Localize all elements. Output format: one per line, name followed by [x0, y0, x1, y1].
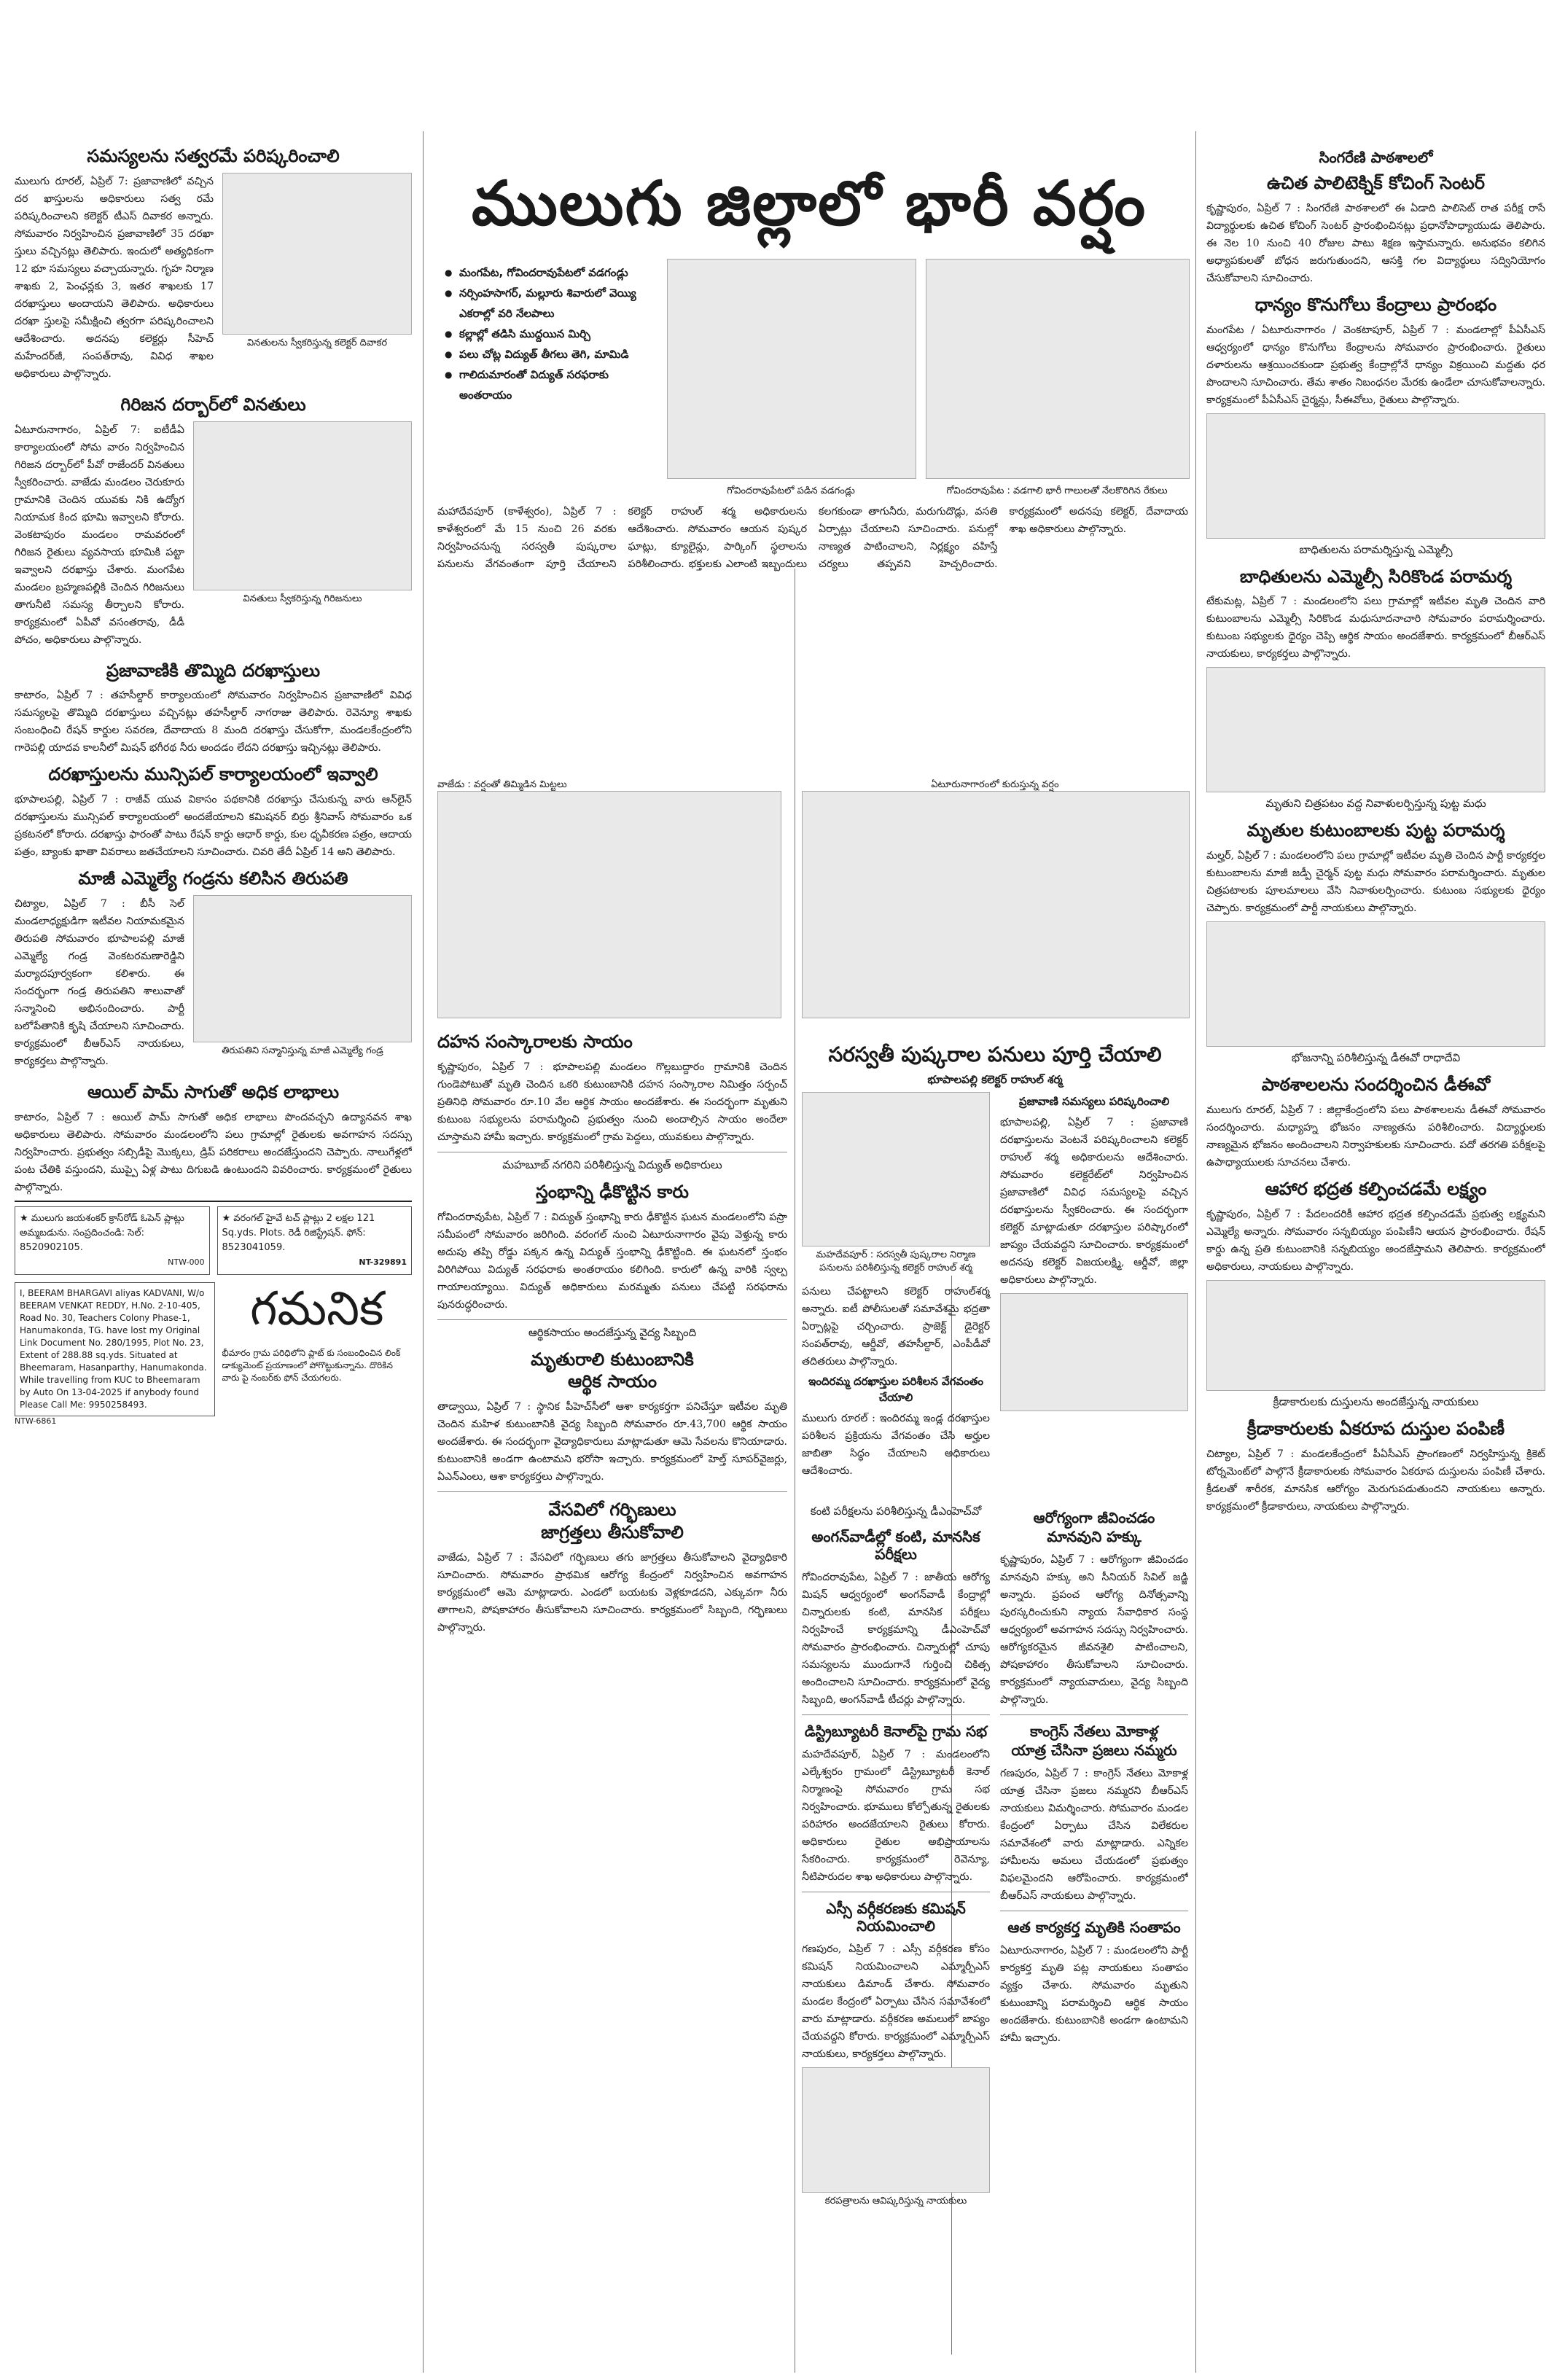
article-body: భూపాలపల్లి, ఏప్రిల్ 7 : రాజీవ్ యువ వికాసం పథకానికి దరఖాస్తు చేసుకున్న వారు ఆన్‌లైన్ దరఖాస్తులను మున్సిపల్ కార్యాలయంలో అందజేయాలని కమిషనర్ బిర్రు శ్రీనివాస్ సోమవారం ఒక ప్రకటనలో కోరారు. దరఖాస్తు ఫారంతో పాటు రేషన్ కార్డు ఆధార్ కార్డు, కుల ధృవీకరణ పత్రం, ఆదాయ పత్రం, బ్యాంకు ఖాతా వివరాలు జతచేయాలని సూచించారు. చివరి తేదీ ఏప్రిల్ 14 అని తెలిపారు. [15, 794, 412, 859]
kicker: సింగరేణి పాఠశాలలో [1319, 149, 1433, 166]
photo-caption: ఏటూరునాగారంలో కురుస్తున్న వర్షం [931, 779, 1059, 790]
headline: కాంగ్రెస్ నేతలు మోకాళ్ల [1030, 1722, 1158, 1740]
darbar-photo [193, 421, 412, 590]
headline: జాగ్రత్తలు తీసుకోవాలి [541, 1521, 684, 1542]
article-body: గణపురం, ఏప్రిల్ 7 : ఎస్సీ వర్గీకరణ కోసం కమిషన్ నియమించాలని ఎమ్మార్పీఎస్ నాయకులు డిమాండ్ చేశారు. సోమవారం మండల కేంద్రంలో ఏర్పాటు చేసిన సమావేశంలో వారు మాట్లాడారు. వర్గీకరణ అమలులో జాప్యం చేయవద్దని కోరారు. కార్యక్రమంలో ఎమ్మార్పీఎస్ నాయకులు, కార్యకర్తలు పాల్గొన్నారు. [802, 1943, 990, 2060]
headline: ఆయిల్ పామ్ సాగుతో అధిక లాభాలు [87, 1081, 340, 1102]
column-divider [423, 131, 424, 2373]
lead-bullet: ● కల్లాల్లో తడిసి ముద్దయిన మిర్చి [445, 324, 656, 344]
tribute-photo [1206, 667, 1545, 792]
headline: వేసవిలో గర్భిణులు [548, 1499, 676, 1521]
column-lower-pair [802, 1502, 1188, 2380]
kicker: క్రీడాకారులకు దుస్తులను అందజేస్తున్న నాయకులు [1273, 1394, 1479, 1408]
notice-text-telugu: భీమారం గ్రామ పరిధిలోని ప్లాట్ కు సంబంధించిన లింక్ డాక్యుమెంట్ ప్రయాణంలో పోగొట్టుకున్నాను. దొరికిన వారు పై నంబర్‌కు ఫోన్ చేయగలరు. [222, 1347, 401, 1383]
photo-caption: గోవిందరావుపేట : వడగాలి భారీ గాలులతో నేలకొరిగిన రేకులు [946, 485, 1168, 496]
prajavani-photo [1000, 1293, 1188, 1411]
kicker: భోజనాన్ని పరిశీలిస్తున్న డీఈవో రాధాదేవి [1291, 1051, 1461, 1065]
headline: సరస్వతీ పుష్కరాల పనులు పూర్తి చేయాలి [828, 1042, 1162, 1066]
article-body: కృష్ణాపురం, ఏప్రిల్ 7 : సింగరేణి పాఠశాలలో ఈ ఏడాది పాలిసెట్ రాత పరీక్ష రాసే విద్యార్థులకు ఉచిత కోచింగ్ సెంటర్ ప్రారంభించినట్లు ప్రధానోపాధ్యాయుడు తెలిపారు. ఈ నెల 10 నుంచి 40 రోజుల పాటు శిక్షణ ఇస్తామన్నారు. అనుభవం కలిగిన అధ్యాపకులతో బోధన జరుగుతుందని, ఆసక్తి గల విద్యార్థులు సద్వినియోగం చేసుకోవాలని సూచించారు. [1206, 202, 1545, 284]
lead-headline: ములుగు జిల్లాలో భారీ వర్షం [471, 168, 1147, 239]
headline: స్తంభాన్ని ఢీకొట్టిన కారు [535, 1181, 689, 1202]
photo-caption: వాజేడు : వర్షంతో తిమ్మిడిన మిట్టలు [437, 779, 567, 790]
lead-bullet: ● నర్సింహసాగర్, మల్లూరు శివారులో వెయ్యి ఎకరాల్లో వరి నేలపాలు [445, 283, 656, 324]
article-body: కృష్ణాపురం, ఏప్రిల్ 7 : ఆరోగ్యంగా జీవించడం మానవుని హక్కు అని సీనియర్ సివిల్ జడ్జి అన్నారు. ప్రపంచ ఆరోగ్య దినోత్సవాన్ని పురస్కరించుకుని న్యాయ సేవాధికార సంస్థ ఆధ్వర్యంలో అవగాహన సదస్సు నిర్వహించారు. ఆరోగ్యకరమైన జీవనశైలి పాటించాలని, పోషకాహారం తీసుకోవాలని సూచించారు. కార్యక్రమంలో న్యాయవాదులు, వైద్య సిబ్బంది పాల్గొన్నారు. [1000, 1554, 1188, 1706]
lead-bullet: ● మంగపేట, గోవిందరావుపేటలో వడగండ్లు [445, 262, 656, 283]
photo-caption: గోవిందరావుపేటలో పడిన వడగండ్లు [727, 485, 855, 496]
notice-title: గమనిక [250, 1281, 384, 1336]
pamphlet-photo [802, 2067, 990, 2193]
article-body: ములుగు రూరల్, ఏప్రిల్ 7: ప్రజావాణిలో వచ్చిన దర ఖాస్తులను అధికారులు సత్వ రమే పరిష్కరించాలని కలెక్టర్ టీఎస్ దివాకర అన్నారు. సోమవారం నిర్వహించిన ప్రజావాణిలో 35 దరఖా స్తులు వచ్చినట్లు తెలిపారు. ఇందులో అత్యధికంగా 12 భూ సమస్యలు వచ్చాయన్నారు. గృహ నిర్మాణ శాఖకు 2, పెంఛన్లకు 3, ఇతర శాఖలకు 17 దరఖాస్తులు అందాయని తెలిపారు. అధికారులు దరఖా స్తులపై సమీక్షించి త్వరగా పరిష్కరించాలని ఆదేశించారు. అదనపు కలెక్టర్లు సీహెచ్ మహేందర్‌జీ, సంపత్‌రావు, వివిధ శాఖల అధికారులు పాల్గొన్నారు. [15, 175, 214, 380]
headline: ఆహార భద్రత కల్పించడమే లక్ష్యం [1265, 1178, 1487, 1199]
article-body: గణపురం, ఏప్రిల్ 7 : కాంగ్రెస్ నేతలు మోకాళ్ల యాత్ర చేసినా ప్రజలు నమ్మరని బీఆర్‌ఎస్ నాయకులు విమర్శించారు. సోమవారం మండల కేంద్రంలో ఏర్పాటు చేసిన విలేకరుల సమావేశంలో వారు మాట్లాడారు. ఎన్నికల హామీలను అమలు చేయడంలో ప్రభుత్వం విఫలమైందని ఆరోపించారు. కార్యక్రమంలో బీఆర్‌ఎస్ నాయకులు పాల్గొన్నారు. [1000, 1768, 1188, 1902]
ad-code: NT-329891 [359, 1257, 407, 1267]
headline: దహన సంస్కారాలకు సాయం [437, 1031, 633, 1052]
sports-photo [1206, 1280, 1545, 1391]
notice-block [15, 1282, 412, 1416]
divider [15, 1201, 412, 1202]
article-body: చిట్యాల, ఏప్రిల్ 7 : బీసీ సెల్ మండలాధ్యక్షుడిగా ఇటీవల నియామకమైన తిరుపతి సోమవారం భూపాలపల్లి మాజీ ఎమ్మెల్యే గండ్ర వెంకటరమణారెడ్డిని మర్యాదపూర్వకంగా కలిశారు. ఈ సందర్భంగా గండ్ర తిరుపతిని శాలువాతో సన్మానించి అభినందించారు. పార్టీ బలోపేతానికి కృషి చేయాలని సూచించారు. కార్యక్రమంలో బీఆర్‌ఎస్ నాయకులు, కార్యకర్తలు పాల్గొన్నారు. [15, 897, 184, 1067]
school-visit-photo [1206, 921, 1545, 1047]
article-body: ములుగు రూరల్ : ఇందిరమ్మ ఇండ్ల దరఖాస్తుల పరిశీలన ప్రక్రియను వేగవంతం చేసి అర్హుల జాబితా సిద్ధం చేయాలని అధికారులు ఆదేశించారు. [802, 1412, 990, 1477]
notice-text: I, BEERAM BHARGAVI aliyas KADVANI, W/o BEERAM VENKAT REDDY, H.No. 2-10-405, Road No. 30, Teachers Colony Phase-1, Hanumakonda, TG. have lost my Original Link Document No. 280/1995, Plot No. 23, Extent of 288.88 sq.yds. Situated at Bheemaram, Hasanparthy, Hanumakonda. While travelling from KUC to Bheemaram by Auto On 13-04-2025 if anybody found Please Call Me: 9950258493. [20, 1287, 207, 1410]
article-body: ఏటూరునాగారం, ఏప్రిల్ 7: ఐటీడీఏ కార్యాలయంలో సోమ వారం నిర్వహించిన గిరిజన దర్బార్‌లో పీవో రాజేందర్ వినతులు స్వీకరించారు. వాజేడు మండలం చెరుకూరు గ్రామానికి చెందిన యువకు నికి ఉద్యోగ నియామక కింద భూమి ఇవ్వాలని కోరారు. వెంకటాపురం మండలం రామవరంలో గిరిజన రైతులు వ్యవసాయ భూమికి పట్టా ఇవ్వాలని దరఖాస్తు చేశారు. మంగపేట మండలం బ్రహ్మణపల్లికి చెందిన గిరిజనులు తాగునీటి సమస్య తీర్చాలని కోరారు. కార్యక్రమంలో ఏపీవో వసంతరావు, డీడీ పోచం, అధికారులు పాల్గొన్నారు. [15, 424, 184, 646]
column-center-left [437, 1024, 787, 2380]
headline: దరఖాస్తులను మున్సిపల్ కార్యాలయంలో ఇవ్వాలి [48, 764, 378, 785]
divider [437, 1319, 787, 1320]
headline: ఆర్థిక సాయం [567, 1371, 657, 1392]
kicker: మహబూబ్ నగరిని పరిశీలిస్తున్న విద్యుత్ అధికారులు [502, 1158, 722, 1171]
divider [437, 1491, 787, 1492]
article-body: టేకుమట్ల, ఏప్రిల్ 7 : మండలంలోని పలు గ్రామాల్లో ఇటీవల మృతి చెందిన వారి కుటుంబాలను ఎమ్మెల్సీ సిరికొండ మధుసూదనాచారి సోమవారం పరామర్శించారు. కుటుంబ సభ్యులకు ధైర్యం చెప్పి ఆర్థిక సాయం అందజేశారు. కార్యక్రమంలో బీఆర్‌ఎస్ నాయకులు, కార్యకర్తలు పాల్గొన్నారు. [1206, 596, 1545, 660]
headline: మృతుల కుటుంబాలకు పుట్ట పరామర్శ [1246, 820, 1505, 841]
headline: మాజీ ఎమ్మెల్యే గండ్రను కలిసిన తిరుపతి [78, 868, 348, 889]
headline: అంగన్‌వాడీల్లో కంటి, మానసిక పరీక్షలు [811, 1528, 980, 1563]
lead-story-body [437, 503, 1188, 780]
headline: ఉచిత పాలిటెక్నిక్ కోచింగ్ సెంటర్ [1266, 173, 1486, 193]
ad-text: ★ వరంగల్ హైవే టచ్ ప్లాట్లు 2 లక్షల 121 Sq.yds. Plots. రెడీ రిజిస్ట్రేషన్. ఫోన్: 8523041059. [222, 1212, 375, 1253]
notice-english [15, 1282, 215, 1416]
lead-bullet: ● గాలిదుమారంతో విద్యుత్ సరఫరాకు అంతరాయం [445, 364, 656, 405]
headline: మానవుని హక్కు [1047, 1528, 1142, 1545]
classified-ad [15, 1206, 210, 1275]
article-body: కృష్ణాపురం, ఏప్రిల్ 7 : పేదలందరికీ ఆహార భద్రత కల్పించడమే ప్రభుత్వ లక్ష్యమని ఎమ్మెల్యే అన్నారు. సోమవారం సన్నబియ్యం పంపిణీని ఆయన ప్రారంభించారు. రేషన్ కార్డు ఉన్న ప్రతి కుటుంబానికి సన్నబియ్యం అందజేస్తామని తెలిపారు. కార్యక్రమంలో అధికారులు, నాయకులు పాల్గొన్నారు. [1206, 1208, 1545, 1273]
article-body: మల్హర్, ఏప్రిల్ 7 : మండలంలోని పలు గ్రామాల్లో ఇటీవల మృతి చెందిన పార్టీ కార్యకర్తల కుటుంబాలను మాజీ జడ్పీ చైర్మన్ పుట్ట మధు సోమవారం పరామర్శించారు. మృతుల చిత్రపటాలకు పూలమాలలు వేసి నివాళులర్పించారు. కుటుంబ సభ్యులకు ధైర్యం చెప్పారు. కార్యక్రమంలో పార్టీ నాయకులు పాల్గొన్నారు. [1206, 850, 1545, 915]
felicitation-photo [193, 895, 412, 1042]
article-body: తాడ్వాయి, ఏప్రిల్ 7 : స్థానిక పీహెచ్‌సీలో ఆశా కార్యకర్తగా పనిచేస్తూ ఇటీవల మృతి చెందిన మహిళ కుటుంబానికి వైద్య సిబ్బంది సోమవారం రూ.43,700 ఆర్థిక సాయం అందజేశారు. ఈ సందర్భంగా వైద్యాధికారులు మాట్లాడుతూ ఆమె సేవలను కొనియాడారు. కుటుంబానికి అండగా ఉంటామని భరోసా ఇచ్చారు. కార్యక్రమంలో హెల్త్ సూపర్‌వైజర్లు, ఏఎన్‌ఎంలు, ఆశా కార్యకర్తలు పాల్గొన్నారు. [437, 1401, 787, 1483]
hailstones-photo [667, 259, 916, 479]
ad-text: ★ ములుగు జయశంకర్ క్రాస్‌రోడ్ ఓపెన్ ప్లాట్లు అమ్మబడును. సంప్రదించండి: సెల్: 8520902105. [20, 1212, 184, 1253]
photo-caption: వినతులు స్వీకరిస్తున్న గిరిజనులు [243, 593, 362, 604]
headline: సమస్యలను సత్వరమే పరిష్కరించాలి [87, 146, 340, 166]
photo-caption: కరపత్రాలను ఆవిష్కరిస్తున్న నాయకులు [824, 2196, 967, 2207]
lower-left [802, 1502, 990, 2380]
kicker: భూపాలపల్లి కలెక్టర్ రాహుల్ శర్మ [927, 1072, 1063, 1086]
headline: డిస్ట్రిబ్యూటరీ కెనాల్‌పై గ్రామ సభ [804, 1722, 988, 1740]
rain-photo-vajedu [437, 791, 781, 1018]
article-body: కాటారం, ఏప్రిల్ 7 : ఆయిల్ పామ్ సాగుతో అధిక లాభాలు పొందవచ్చని ఉద్యానవన శాఖ అధికారులు తెలిపారు. సోమవారం మండలంలోని పలు గ్రామాల్లో రైతులకు అవగాహన సదస్సు నిర్వహించారు. ప్రభుత్వం సబ్సిడీపై మొక్కలు, డ్రిప్ పరికరాలు అందజేస్తుందని చెప్పారు. నాలుగేళ్లలో పంట చేతికి వస్తుందని, ముప్పై ఏళ్ల పాటు దిగుబడి ఉంటుందని వివరించారు. కార్యక్రమంలో రైతులు పాల్గొన్నారు. [15, 1111, 412, 1193]
kicker: ఆర్థికసాయం అందజేస్తున్న వైద్య సిబ్బంది [528, 1325, 697, 1339]
article-body: ఏటూరునాగారం, ఏప్రిల్ 7 : మండలంలోని పార్టీ కార్యకర్త మృతి పట్ల నాయకులు సంతాపం వ్యక్తం చేశారు. సోమవారం మృతుని కుటుంబాన్ని పరామర్శించి ఆర్థిక సాయం అందజేశారు. కుటుంబానికి అండగా ఉంటామని హామీ ఇచ్చారు. [1000, 1945, 1188, 2044]
column-left [15, 138, 412, 2380]
article-body: గోవిందరావుపేట, ఏప్రిల్ 7 : విద్యుత్ స్తంభాన్ని కారు ఢీకొట్టిన ఘటన మండలంలోని పస్రా సమీపంలో సోమవారం జరిగింది. వరంగల్ నుంచి ఏటూరునాగారం వైపు వెళ్తున్న కారు అదుపు తప్పి రోడ్డు పక్కన ఉన్న విద్యుత్ స్తంభాన్ని ఢీకొట్టింది. ఈ ఘటనలో స్తంభం విరిగిపోయి విద్యుత్ సరఫరాకు అంతరాయం కలిగింది. కారులో ఉన్న వారికి స్వల్ప గాయాలయ్యాయి. విద్యుత్ అధికారులు మరమ్మతు పనులు చేపట్టి సరఫరాను పునరుద్ధరించారు. [437, 1211, 787, 1311]
photo-caption: తిరుపతిని సన్మానిస్తున్న మాజీ ఎమ్మెల్యే గండ్ర [222, 1045, 383, 1056]
column-right [1206, 146, 1545, 2380]
kicker: బాధితులను పరామర్శిస్తున్న ఎమ్మెల్సీ [1299, 542, 1453, 556]
lead-bullets [445, 262, 656, 405]
article-body: ములుగు రూరల్, ఏప్రిల్ 7 : జిల్లాకేంద్రంలోని పలు పాఠశాలలను డీఈవో సోమవారం సందర్శించారు. మధ్యాహ్న భోజనం నాణ్యతను పరిశీలించారు. విద్యార్థులకు నాణ్యమైన భోజనం అందించాలని నిర్వాహకులకు సూచించారు. పదో తరగతి పరీక్షలపై ఉపాధ్యాయులకు సూచనలు చేశారు. [1206, 1104, 1545, 1168]
headline: మృతురాలి కుటుంబానికి [531, 1349, 694, 1370]
article-body: పనులు చేపట్టాలని కలెక్టర్ రాహుల్‌శర్మ అన్నారు. ఐటీ పోలీసులతో సమావేశమై భద్రతా ఏర్పాట్లపై చర్చించారు. ప్రాజెక్ట్ డైరెక్టర్ సంపత్‌రావు, ఆర్డీవో, తహసీల్దార్, ఎంపీడీవో తదితరులు పాల్గొన్నారు. [802, 1285, 990, 1367]
rain-photo-eturnagaram [802, 791, 1190, 1018]
column-divider [1195, 131, 1196, 2373]
pushkaralu-photo [802, 1092, 990, 1246]
collector-photo [222, 173, 412, 335]
article-body: గోవిందరావుపేట, ఏప్రిల్ 7 : జాతీయ ఆరోగ్య మిషన్ ఆధ్వర్యంలో అంగన్‌వాడీ కేంద్రాల్లో చిన్నారులకు కంటి, మానసిక పరీక్షలు నిర్వహించే కార్యక్రమాన్ని డీఎంహెచ్‌వో సోమవారం ప్రారంభించారు. చిన్నారుల్లో చూపు సమస్యలను ముందుగానే గుర్తించి చికిత్స అందించాలని సూచించారు. కార్యక్రమంలో వైద్య సిబ్బంది, అంగన్‌వాడీ టీచర్లు పాల్గొన్నారు. [802, 1572, 990, 1706]
headline: ప్రజావాణికి తొమ్మిది దరఖాస్తులు [106, 660, 321, 681]
headline: ఎస్సీ వర్గీకరణకు కమిషన్ నియమించాలి [826, 1900, 966, 1935]
kicker: ఇందిరమ్మ దరఖాస్తుల పరిశీలన వేగవంతం చేయాలి [808, 1374, 983, 1404]
headline: గిరిజన దర్బార్‌లో వినతులు [120, 394, 306, 415]
photo-caption: వినతులను స్వీకరిస్తున్న కలెక్టర్ దివాకర [246, 337, 388, 348]
headline: ఆరోగ్యంగా జీవించడం [1033, 1509, 1155, 1526]
headline: ఆత కార్యకర్త మృతికి సంతాపం [1007, 1919, 1181, 1936]
headline: క్రీడాకారులకు ఏకరూప దుస్తుల పంపిణీ [1246, 1418, 1505, 1439]
divider [1000, 1714, 1188, 1715]
article-body: మంగపేట / ఏటూరునాగారం / వెంకటాపూర్, ఏప్రిల్ 7 : మండలాల్లో పీఏసీఎస్ ఆధ్వర్యంలో ధాన్యం కొనుగోలు కేంద్రాలను సోమవారం ప్రారంభించారు. రైతులు దళారులను ఆశ్రయించకుండా ప్రభుత్వ కేంద్రాల్లోనే ధాన్యం విక్రయించి మద్దతు ధర పొందాలని సూచించారు. తేమ శాతం నిబంధనల మేరకు ఉండేలా చూసుకోవాలన్నారు. కార్యక్రమంలో పీఏసీఎస్ చైర్మన్లు, సీఈవోలు, రైతులు పాల్గొన్నారు. [1206, 324, 1545, 406]
article-body: చిట్యాల, ఏప్రిల్ 7 : మండలకేంద్రంలో పీఏసీఎస్ ప్రాంగణంలో నిర్వహిస్తున్న క్రికెట్ టోర్నమెంట్‌లో పాల్గొనే క్రీడాకారులకు సోమవారం ఏకరూప దుస్తులను పంపిణీ చేశారు. క్రీడలతో శారీరక, మానసిక ఆరోగ్యం మెరుగుపడుతుందని నాయకులు అన్నారు. కార్యక్రమంలో క్రీడాకారులు, నాయకులు పాల్గొన్నారు. [1206, 1448, 1545, 1513]
headline: బాధితులను ఎమ్మెల్సీ సిరికొండ పరామర్శ [1239, 566, 1513, 587]
kicker: కంటి పరీక్షలను పరిశీలిస్తున్న డీఎంహెచ్‌వో [810, 1505, 982, 1518]
kicker: మృతుని చిత్రపటం వద్ద నివాళులర్పిస్తున్న పుట్ట మధు [1265, 797, 1486, 811]
article-body: భూపాలపల్లి, ఏప్రిల్ 7 : ప్రజావాణి దరఖాస్తులను వెంటనే పరిష్కరించాలని కలెక్టర్ రాహుల్ శర్మ అధికారులను ఆదేశించారు. సోమవారం కలెక్టరేట్‌లో నిర్వహించిన ప్రజావాణిలో వివిధ సమస్యలపై వచ్చిన దరఖాస్తులను స్వీకరించారు. ఈ సందర్భంగా కలెక్టర్ మాట్లాడుతూ దరఖాస్తుల పరిష్కారంలో జాప్యం చేయవద్దని సూచించారు. కార్యక్రమంలో అదనపు కలెక్టర్ విజయలక్ష్మి, ఆర్డీవో, జిల్లా అధికారులు పాల్గొన్నారు. [1000, 1116, 1188, 1286]
classified-ad [217, 1206, 413, 1275]
article-body: కాటారం, ఏప్రిల్ 7 : తహసీల్దార్ కార్యాలయంలో సోమవారం నిర్వహించిన ప్రజావాణిలో వివిధ సమస్యలపై తొమ్మిది దరఖాస్తులు వచ్చినట్లు తహసీల్దార్ నాగరాజు తెలిపారు. రెవెన్యూ శాఖకు సంబంధించి రేషన్ కార్డుల సవరణ, దేవాదాయ 8 మంది దరఖాస్తు చేసుకోగా, మండలకేంద్రంలోని గారెపల్లి యాదవ కాలనీలో మిషన్ భగీరథ నీరు అందడం లేదని దరఖాస్తు ఇచ్చినట్లు తెలిపారు. [15, 690, 412, 754]
article-body: కృష్ణాపురం, ఏప్రిల్ 7 : భూపాలపల్లి మండలం గొల్లబుద్దారం గ్రామానికి చెందిన గుండెపోటుతో మృతి చెందిన ఒకరి కుటుంబానికి దహన సంస్కారాల నిమిత్తం సర్పంచ్ ప్రతినిధి సోమవారం రూ.10 వేల ఆర్థిక సాయం అందజేశారు. ఈ సందర్భంగా మృతుని కుటుంబ సభ్యులను పరామర్శించి ప్రభుత్వం నుంచి అందాల్సిన సాయం అందేలా చూస్తామని హామీ ఇచ్చారు. కార్యక్రమంలో గ్రామ పెద్దలు, యువకులు పాల్గొన్నారు. [437, 1061, 787, 1143]
article-body: వాజేడు, ఏప్రిల్ 7 : వేసవిలో గర్భిణులు తగు జాగ్రత్తలు తీసుకోవాలని వైద్యాధికారి సూచించారు. సోమవారం ప్రాథమిక ఆరోగ్య కేంద్రంలో నిర్వహించిన అవగాహన కార్యక్రమంలో ఆమె మాట్లాడారు. ఎండలో బయటకు వెళ్లకూడదని, ఎక్కువగా నీరు తాగాలని, పోషకాహారం తీసుకోవాలని సూచించారు. కార్యక్రమంలో సిబ్బంది, గర్భిణులు పాల్గొన్నారు. [437, 1551, 787, 1634]
lead-story-text: మహాదేవపూర్ (కాళేశ్వరం), ఏప్రిల్ 7 : కాళేశ్వరంలో మే 15 నుంచి 26 వరకు నిర్వహించనున్న సరస్వతీ పుష్కరాల పనులను వేగవంతంగా పూర్తి చేయాలని కలెక్టర్ రాహుల్ శర్మ అధికారులను ఆదేశించారు. సోమవారం ఆయన పుష్కర ఘాట్లు, క్యూలైన్లు, పార్కింగ్ స్థలాలను పరిశీలించారు. భక్తులకు ఎలాంటి ఇబ్బందులు కలగకుండా తాగునీరు, మరుగుదొడ్లు, వసతి ఏర్పాట్లు చేయాలని సూచించారు. పనుల్లో నాణ్యత పాటించాలని, నిర్లక్ష్యం వహిస్తే చర్యలు తప్పవని హెచ్చరించారు. కార్యక్రమంలో అదనపు కలెక్టర్, దేవాదాయ శాఖ అధికారులు పాల్గొన్నారు. [437, 506, 1188, 570]
paddy-centre-photo [1206, 413, 1545, 539]
kicker: ప్రజావాణి సమస్యలు పరిష్కరించాలి [1018, 1094, 1170, 1108]
roof-damage-photo [926, 259, 1190, 479]
article-body: మహదేవపూర్, ఏప్రిల్ 7 : మండలంలోని ఎల్కేశ్వరం గ్రామంలో డిస్ట్రిబ్యూటరీ కెనాల్ నిర్మాణంపై సోమవారం గ్రామ సభ నిర్వహించారు. భూములు కోల్పోతున్న రైతులకు పరిహారం అందజేయాలని రైతులు కోరారు. అధికారులు రైతుల అభిప్రాయాలను సేకరించారు. కార్యక్రమంలో రెవెన్యూ, నీటిపారుదల శాఖ అధికారులు పాల్గొన్నారు. [802, 1749, 990, 1883]
lead-bullet: ● పలు చోట్ల విద్యుత్ తీగలు తెగి, మామిడి [445, 344, 656, 364]
headline: ధాన్యం కొనుగోలు కేంద్రాలు ప్రారంభం [1254, 294, 1497, 315]
notice-code: NTW-6861 [15, 1416, 57, 1426]
ad-code: NTW-000 [168, 1257, 205, 1267]
divider [802, 1714, 990, 1715]
headline: పాఠశాలలను సందర్శించిన డీఈవో [1261, 1074, 1491, 1096]
headline: యాత్ర చేసినా ప్రజలు నమ్మరు [1011, 1741, 1177, 1759]
photo-caption: మహదేవపూర్ : సరస్వతీ పుష్కరాల నిర్మాణ పనులను పరిశీలిస్తున్న కలెక్టర్ రాహుల్ శర్మ [816, 1249, 976, 1273]
lower-right [1000, 1502, 1188, 2380]
